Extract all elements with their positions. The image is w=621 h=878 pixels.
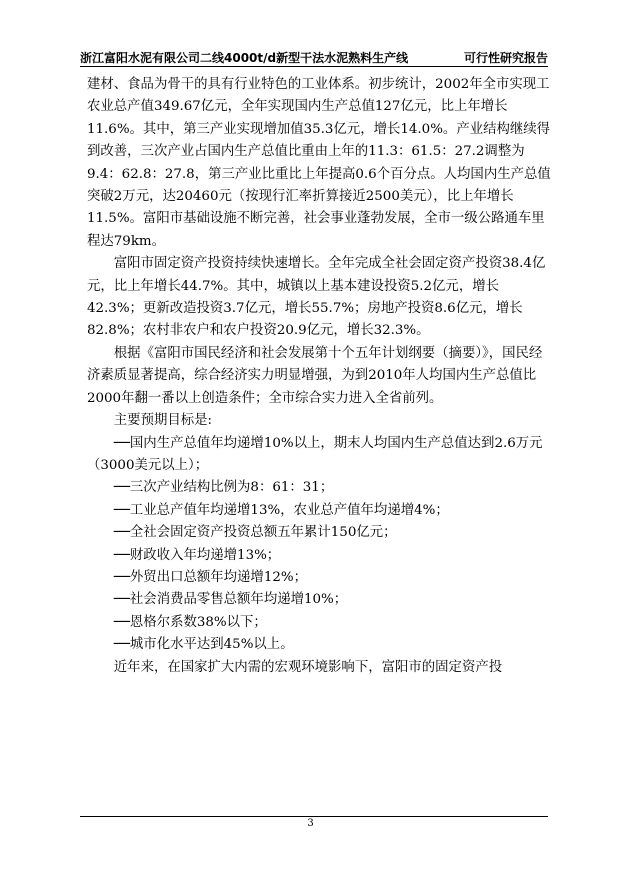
goals-intro: 主要预期目标是:: [113, 413, 213, 429]
goal-item: ──财政收入年均递增13%；: [113, 547, 281, 563]
goal-item: ──城市化水平达到45%以上。: [113, 637, 294, 653]
paragraph-investment: 富阳市固定资产投资持续快速增长。全年完成全社会固定资产投资38.4亿元，比上年增长44.7%。其中，城镇以上基本建设投资5.2亿元，增长42.3%；更新改造投资3.7亿元，增长55.7%；房地产投资8.6亿元，增长82.8%；农村非农户和农户投资20.9亿元，增长32.3%。: [87, 256, 546, 339]
paragraph-closing: 近年来，在国家扩大内需的宏观环境影响下，富阳市的固定资产投: [113, 659, 503, 675]
goal-item: ──恩格尔系数38%以下；: [113, 614, 267, 630]
header-divider: [80, 66, 548, 67]
goal-item: ──社会消费品零售总额年均递增10%；: [113, 592, 348, 608]
header-report-type: 可行性研究报告: [463, 51, 548, 65]
header-title: 浙江富阳水泥有限公司二线4000t/d新型干法水泥熟料生产线: [80, 51, 409, 65]
paragraph-plan: 根据《富阳市国民经济和社会发展第十个五年计划纲要（摘要）》，国民经济素质显著提高，综合经济实力明显增强，为到2010年人均国内生产总值比2000年翻一番以上创造条件；全市综合实力进入全省前列。: [87, 345, 543, 406]
footer-divider: [80, 816, 548, 817]
goal-item: ──三次产业结构比例为8：61：31；: [113, 480, 334, 496]
goal-item: ──工业总产值年均递增13%，农业总产值年均递增4%；: [113, 502, 449, 518]
goal-item: ──国内生产总值年均递增10%以上，期末人均国内生产总值达到2.6万元（3000美元以上）；: [87, 435, 543, 473]
document-body: [87, 74, 551, 679]
goal-item: ──全社会固定资产投资总额五年累计150亿元；: [113, 525, 397, 541]
goal-item: ──外贸出口总额年均递增12%；: [113, 569, 307, 585]
page-number: 3: [307, 818, 314, 829]
paragraph-economy: 建材、食品为骨干的具有行业特色的工业体系。初步统计，2002年全市实现工农业总产值349.67亿元，全年实现国内生产总值127亿元，比上年增长11.6%。其中，第三产业实现增加值35.3亿元，增长14.0%。产业结构继续得到改善，三次产业占国内生产总值比重由上年的11.3：61.5：27.2调整为9.4：62.8：27.8，第三产业比重比上年提高0.6个百分点。人均国内生产总值突破2万元，达20460元（按现行汇率折算接近2500美元），比上年增长11.5%。富阳市基础设施不断完善，社会事业蓬勃发展，全市一级公路通车里程达79km。: [87, 77, 551, 249]
page-header: [80, 44, 548, 66]
